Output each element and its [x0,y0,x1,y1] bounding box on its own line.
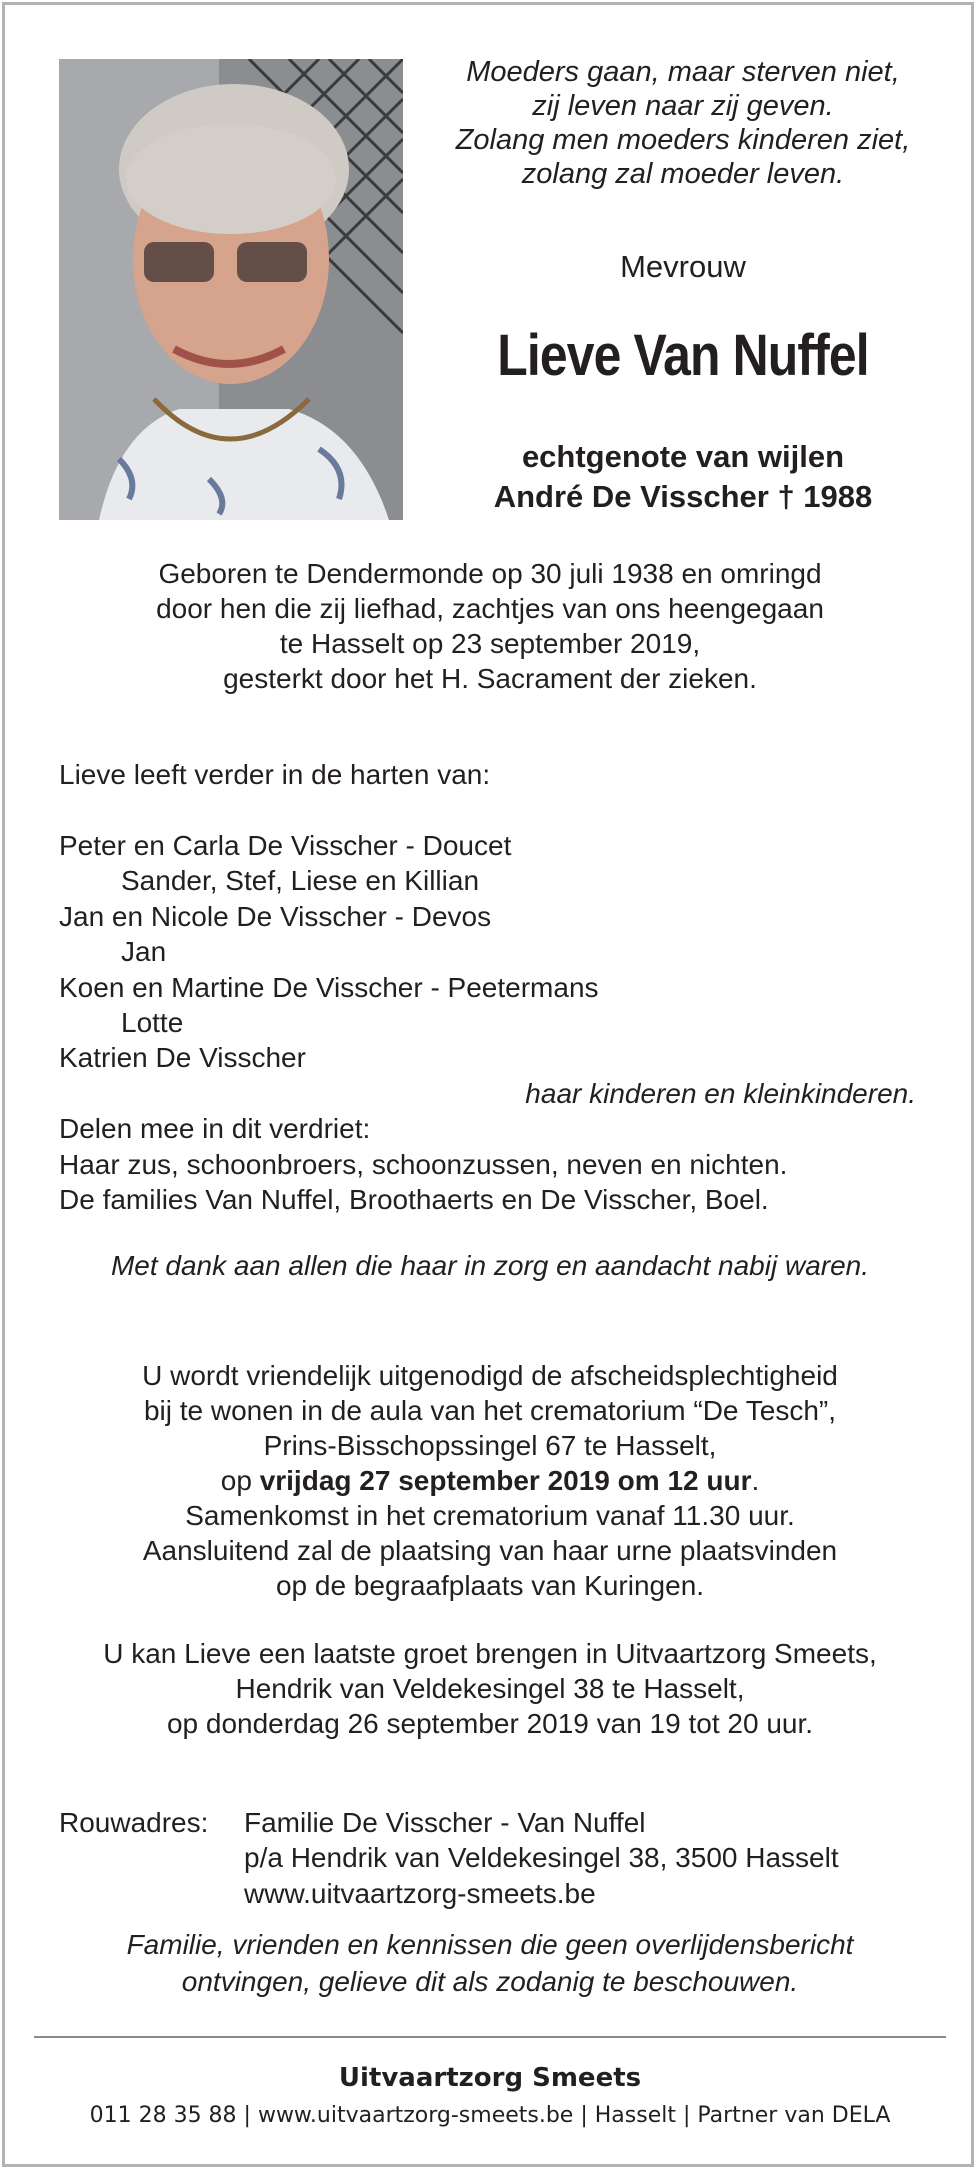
service-line: Prins-Bisschopssingel 67 te Hasselt, [263,1430,717,1461]
poem [418,55,948,191]
poem-line: zolang zal moeder leven. [521,158,845,190]
share-line: Haar zus, schoonbroers, schoonzussen, neven en nichten. [59,1148,788,1180]
family-intro-block [59,757,921,792]
service-line: bij te wonen in de aula van het crematorium “De Tesch”, [143,1395,837,1426]
service-details [59,1358,921,1603]
family-member: Peter en Carla De Visscher - Doucet [59,830,512,861]
grandchildren: Sander, Stef, Liese en Killian [121,865,480,897]
birth-death-details [59,556,921,696]
funeral-home-contact: 011 28 35 88 | www.uitvaartzorg-smeets.be | Hasselt | Partner van DELA [89,2103,891,2128]
service-date: vrijdag 27 september 2019 om 12 uur [259,1465,752,1496]
visit-line: U kan Lieve een laatste groet brengen in Uitvaartzorg Smeets, [103,1638,877,1669]
notice-line: Familie, vrienden en kennissen die geen overlijdensbericht [126,1929,854,1960]
notice-line: ontvingen, gelieve dit als zodanig te beschouwen. [181,1966,799,1997]
thanks-line: Met dank aan allen die haar in zorg en aandacht nabij waren. [110,1250,870,1281]
mourning-address-label: Rouwadres: [59,1807,209,1838]
visit-line: op donderdag 26 september 2019 van 19 tot 20 uur. [166,1708,814,1739]
family-intro: Lieve leeft verder in de harten van: [59,759,491,790]
born-line: te Hasselt op 23 september 2019, [279,628,701,659]
spouse-line: André De Visscher † 1988 [493,479,873,514]
mourning-address-value [244,1805,839,1911]
service-date-post: . [751,1465,760,1496]
deceased-name: Lieve Van Nuffel [497,323,869,388]
service-line: op de begraafplaats van Kuringen. [275,1570,705,1601]
honorific: Mevrouw [620,249,746,284]
spouse-line: echtgenote van wijlen [521,439,845,474]
visit-details [59,1636,921,1741]
footer-divider [34,2036,946,2038]
address-line: p/a Hendrik van Veldekesingel 38, 3500 Hasselt [244,1842,839,1874]
service-line: Samenkomst in het crematorium vanaf 11.30 uur. [185,1500,795,1531]
funeral-home-name: Uitvaartzorg Smeets [338,2063,642,2093]
service-date-pre: op [220,1465,260,1496]
grandchildren: Jan [121,936,167,968]
poem-line: zij leven naar zij geven. [532,90,834,122]
family-member: Jan en Nicole De Visscher - Devos [59,900,492,932]
poem-line: Moeders gaan, maar sterven niet, [466,56,900,88]
visit-line: Hendrik van Veldekesingel 38 te Hasselt, [235,1673,745,1704]
share-line: De families Van Nuffel, Broothaerts en De Visscher, Boel. [59,1183,769,1215]
service-line: Aansluitend zal de plaatsing van haar urne plaatsvinden [142,1535,838,1566]
born-line: door hen die zij liefhad, zachtjes van ons heengegaan [156,593,824,624]
address-line: Familie De Visscher - Van Nuffel [244,1807,646,1838]
share-line: Delen mee in dit verdriet: [59,1113,371,1145]
service-line: U wordt vriendelijk uitgenodigd de afscheidsplechtigheid [142,1360,838,1391]
notice [59,1926,921,2000]
born-line: gesterkt door het H. Sacrament der zieken. [223,663,757,694]
poem-line: Zolang men moeders kinderen ziet, [455,124,911,156]
spouse-info [418,437,948,517]
address-website: www.uitvaartzorg-smeets.be [244,1877,596,1909]
service-date-line [59,1463,921,1498]
family-list [59,828,921,1217]
grandchildren: Lotte [121,1006,184,1038]
family-caption: haar kinderen en kleinkinderen. [525,1077,916,1109]
family-member: Katrien De Visscher [59,1042,306,1074]
born-line: Geboren te Dendermonde op 30 juli 1938 en omringd [158,558,822,589]
family-member: Koen en Martine De Visscher - Peetermans [59,971,599,1003]
portrait-photo [59,59,403,520]
